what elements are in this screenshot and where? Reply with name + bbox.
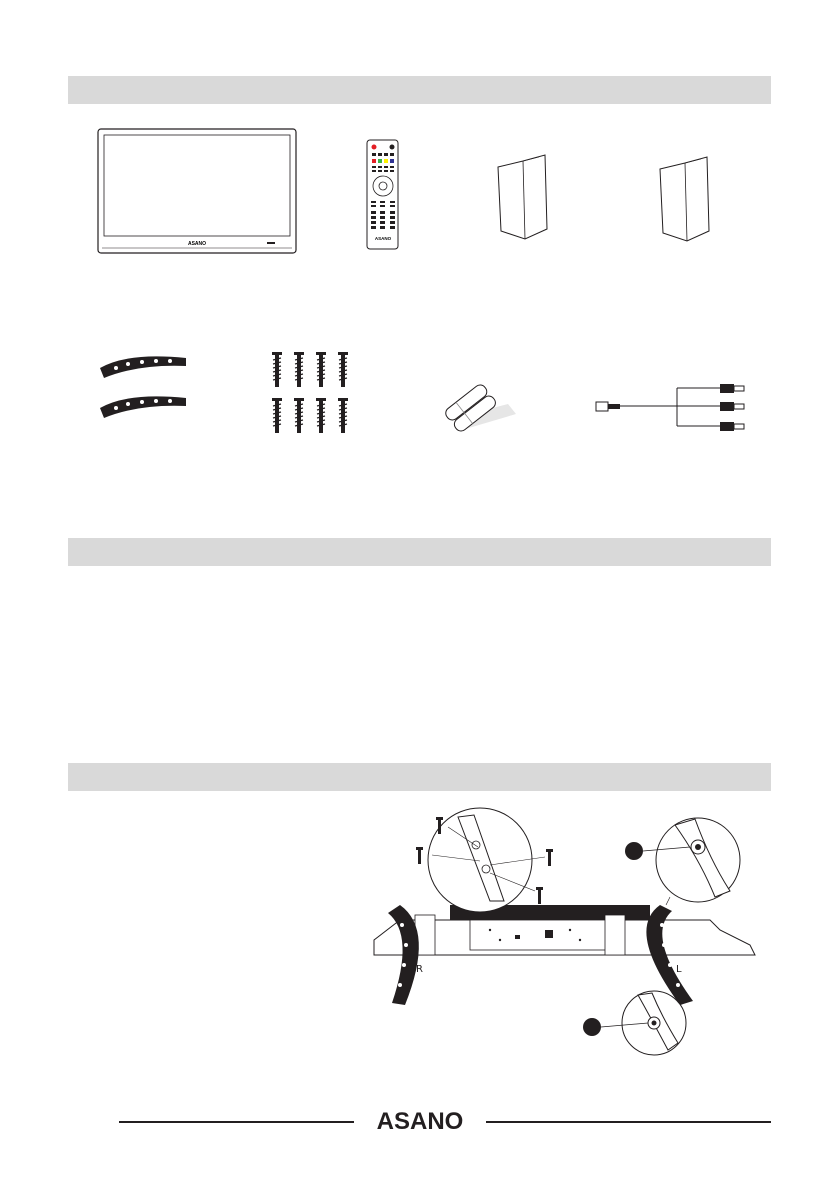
installation-section-bar [68, 538, 771, 566]
warranty-card-icon [657, 155, 715, 243]
footer-line-left [119, 1121, 354, 1123]
remote-brand-label: ASANO [374, 236, 392, 241]
screws-icon [268, 352, 356, 442]
accessories-section-bar [68, 76, 771, 104]
stand-legs-icon [98, 352, 190, 426]
footer-line-right [486, 1121, 771, 1123]
stand-assembly-section-bar [68, 763, 771, 791]
tv-brand-label: ASANO [187, 241, 207, 247]
left-side-label: L [676, 964, 682, 975]
remote-control-icon [366, 139, 400, 251]
footer-logo: ASANO [376, 1108, 464, 1135]
batteries-icon [440, 374, 520, 430]
tv-monitor-icon [97, 128, 299, 256]
av-cable-icon [592, 382, 752, 432]
user-manual-icon [495, 153, 553, 241]
stand-assembly-diagram [370, 805, 760, 1055]
right-side-label: R [416, 964, 423, 975]
